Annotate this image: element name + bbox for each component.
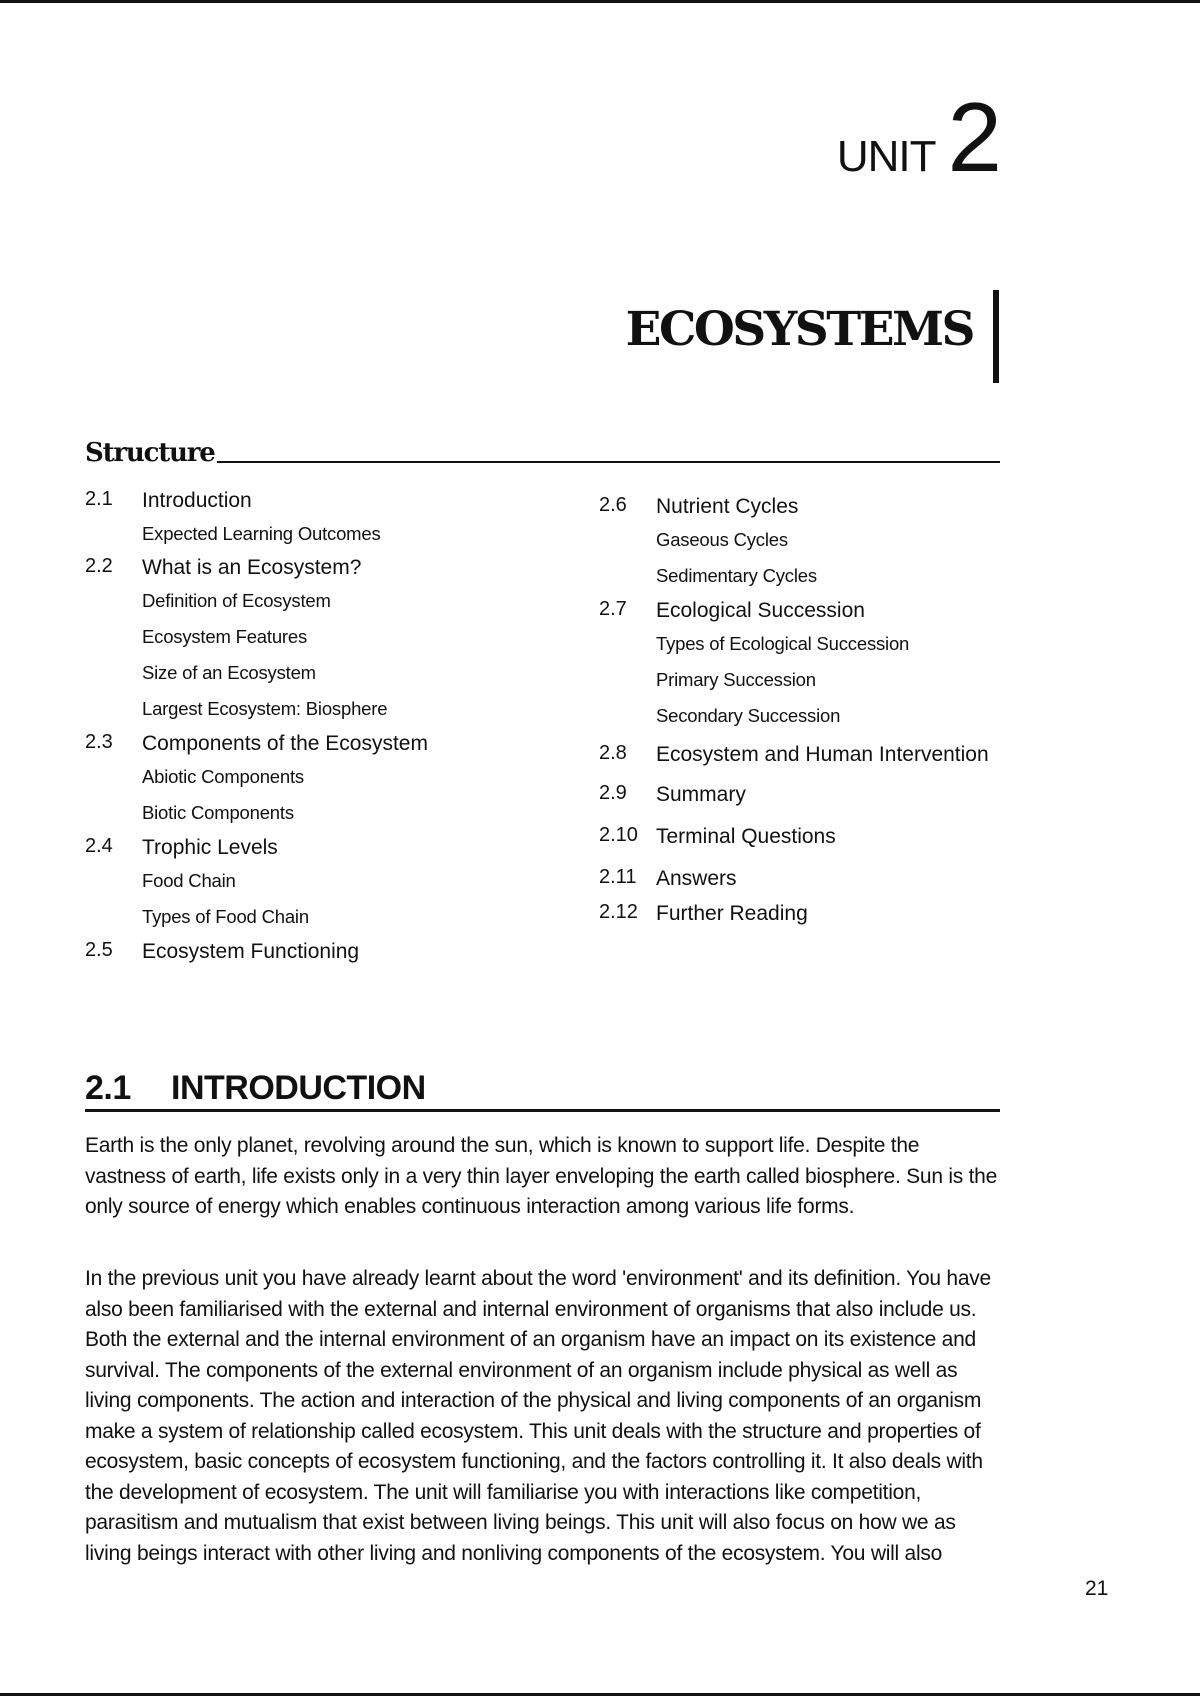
- toc-label: What is an Ecosystem?: [142, 556, 362, 579]
- unit-label: UNIT: [836, 132, 936, 181]
- toc-label: Nutrient Cycles: [656, 495, 799, 518]
- toc-label: Answers: [656, 867, 737, 890]
- toc-number: 2.8: [599, 742, 627, 764]
- toc-number: 2.1: [85, 488, 113, 510]
- toc-number: 2.12: [599, 901, 638, 923]
- toc-subitem: Secondary Succession: [656, 705, 841, 726]
- toc-entry[interactable]: [599, 782, 989, 807]
- toc-label: Further Reading: [656, 902, 808, 925]
- intro-paragraph: In the previous unit you have already learnt about the word 'environment' and its definition. You have also been familiarised with the external and internal environment of organisms that also include us. Both the external and the internal environment of an organism have an impact on its existence and survival. The components of the external environment of an organism include physical as well as living components. The action and interaction of the physical and living components of an organism make a system of relationship called ecosystem. This unit deals with the structure and properties of ecosystem, basic concepts of ecosystem functioning, and the factors controlling it. It also deals with the development of ecosystem. The unit will familiarise you with interactions like competition, parasitism and mutualism that exist between living beings. This unit will also focus on how we as living beings interact with other living and nonliving components of the ecosystem. You will also: [85, 1267, 991, 1565]
- toc-number: 2.6: [599, 494, 627, 516]
- toc-entry[interactable]: [85, 488, 428, 545]
- toc-entry[interactable]: [599, 598, 989, 727]
- section-rule: [85, 1109, 1000, 1112]
- toc-subitem: Types of Food Chain: [142, 906, 309, 927]
- toc-right-column: [599, 494, 989, 926]
- toc-label: Summary: [656, 783, 746, 806]
- toc-subitem: Gaseous Cycles: [656, 529, 788, 550]
- unit-number: 2: [947, 82, 1002, 192]
- toc-number: 2.10: [599, 824, 638, 846]
- toc-label: Terminal Questions: [656, 825, 836, 848]
- toc-subitem: Primary Succession: [656, 669, 816, 690]
- toc-subitem: Expected Learning Outcomes: [142, 523, 381, 544]
- toc-number: 2.11: [599, 866, 637, 888]
- intro-paragraph: Earth is the only planet, revolving around the sun, which is known to support life. Despite the vastness of earth, life exists only in a very thin layer enveloping the earth called biosphere. Sun is the only source of energy which enables continuous interaction among various life forms.: [85, 1134, 998, 1218]
- toc-entry[interactable]: [599, 494, 989, 587]
- toc-subitem: Ecosystem Features: [142, 626, 308, 647]
- top-border: [0, 0, 1200, 3]
- toc-label: Introduction: [142, 489, 252, 512]
- toc-label: Trophic Levels: [142, 836, 278, 859]
- toc-entry[interactable]: [599, 742, 989, 767]
- toc-label: Ecosystem and Human Intervention: [656, 743, 989, 766]
- unit-heading: [836, 82, 1002, 192]
- toc-entry[interactable]: [599, 824, 989, 849]
- structure-rule: [210, 461, 1000, 463]
- toc-subitem: Sedimentary Cycles: [656, 565, 817, 586]
- toc-number: 2.4: [85, 835, 113, 857]
- toc-subitem: Size of an Ecosystem: [142, 662, 316, 683]
- toc-number: 2.9: [599, 782, 627, 804]
- toc-entry[interactable]: [85, 939, 428, 964]
- toc-label: Ecological Succession: [656, 599, 865, 622]
- toc-entry[interactable]: [85, 731, 428, 824]
- toc-entry[interactable]: [85, 835, 428, 928]
- toc-subitem: Types of Ecological Succession: [656, 633, 910, 654]
- toc-subitem: Food Chain: [142, 870, 236, 891]
- toc-subitem: Biotic Components: [142, 802, 294, 823]
- section-number: 2.1: [85, 1069, 131, 1107]
- chapter-title: ECOSYSTEMS: [625, 302, 973, 357]
- toc-left-column: [85, 488, 428, 964]
- toc-entry[interactable]: [85, 555, 428, 720]
- page-number: 21: [1085, 1577, 1109, 1600]
- toc-entry[interactable]: [599, 901, 989, 926]
- toc-entry[interactable]: [599, 866, 989, 891]
- toc-number: 2.3: [85, 731, 113, 753]
- toc-subitem: Largest Ecosystem: Biosphere: [142, 698, 388, 719]
- toc-subitem: Abiotic Components: [142, 766, 304, 787]
- toc-number: 2.2: [85, 555, 113, 577]
- toc-label: Components of the Ecosystem: [142, 732, 428, 755]
- section-heading: [85, 1068, 426, 1108]
- toc-label: Ecosystem Functioning: [142, 940, 360, 963]
- toc-number: 2.5: [85, 939, 113, 961]
- title-vertical-rule: [993, 290, 999, 383]
- toc-number: 2.7: [599, 598, 627, 620]
- toc-subitem: Definition of Ecosystem: [142, 590, 331, 611]
- bottom-border: [0, 1693, 1200, 1696]
- section-title: INTRODUCTION: [171, 1069, 426, 1107]
- structure-heading: Structure: [85, 438, 215, 468]
